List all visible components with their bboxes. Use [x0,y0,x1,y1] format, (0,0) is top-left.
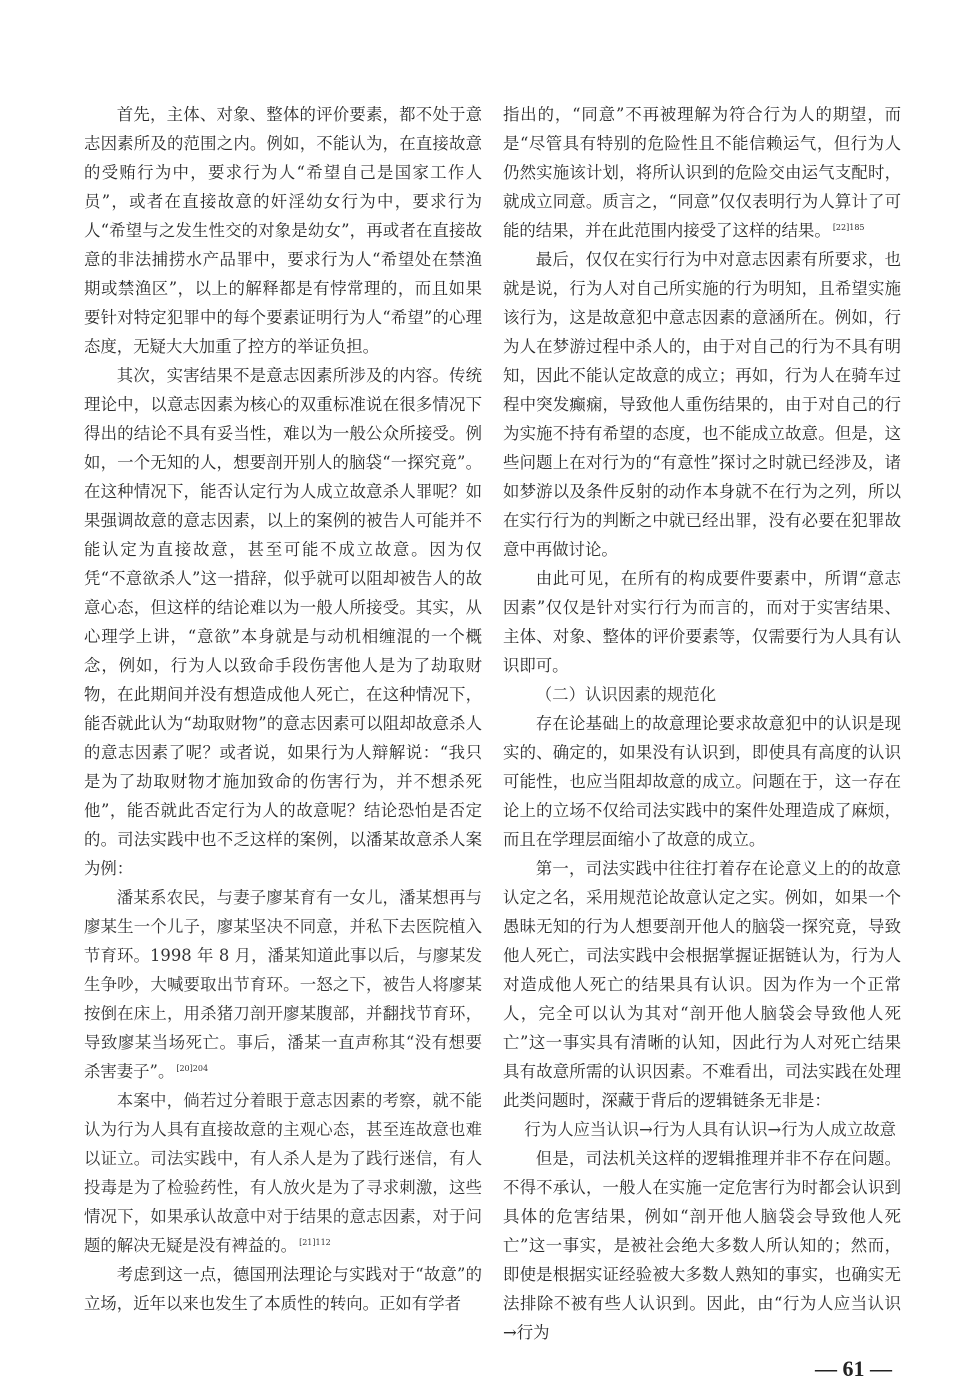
paragraph-however: 但是，司法机关这样的逻辑推理并非不存在问题。不得不承认，一般人在实施一定危害行为时都会认识到具体的危害结果，例如“剖开他人脑袋会导致他人死亡”这一事实，是被社会绝大多数人所认知的；然而，即使是根据实证经验被大多数人熟知的事实，也确实无法排除不被有些人认识到。因此，由“行为人应当认识→行为 [503,1149,901,1342]
left-column [84,100,482,1318]
case-comment [84,1086,482,1260]
paragraph-subject-object: 首先，主体、对象、整体的评价要素，都不处于意志因素所及的范围之内。例如，不能认为，在直接故意的受贿行为中，要求行为人“希望自己是国家工作人员”，或者在直接故意的奸淫幼女行为中，要求行为人“希望与之发生性交的对象是幼女”，再或者在直接故意的非法捕捞水产品罪中，要求行为人“希望处在禁渔期或禁渔区”，以上的解释都是有悖常理的，而且如果要针对特定犯罪中的每个要素证明行为人“希望”的心理态度，无疑大大加重了控方的举证负担。 [84,105,482,356]
paragraph-german-theory: 考虑到这一点，德国刑法理论与实践对于“故意”的立场，近年以来也发生了本质性的转向。正如有学者 [84,1265,482,1313]
paragraph-finally: 最后，仅仅在实行行为中对意志因素有所要求，也就是说，行为人对自己所实施的行为明知，且希望实施该行为，这是故意犯中意志因素的意涵所在。例如，行为人在梦游过程中杀人的，由于对自己的行为不具有明知，因此不能认定故意的成立；再如，行为人在骑车过程中突发癫痫，导致他人重伤结果的，由于对自己的行为实施不持有希望的态度，也不能成立故意。但是，这些问题上在对行为的“有意性”探讨之时就已经涉及，诸如梦游以及条件反射的动作本身就不在行为之列，所以在实行行为的判断之中就已经出罪，没有必要在犯罪故意中再做讨论。 [503,250,901,559]
right-column [503,100,901,1347]
section-heading: （二）认识因素的规范化 [535,685,717,704]
citation: [20]204 [176,1063,209,1073]
page-number: — 61 — [815,1356,892,1381]
paragraph-harm-result: 其次，实害结果不是意志因素所涉及的内容。传统理论中，以意志因素为核心的双重标准说在很多情况下得出的结论不具有妥当性，难以为一般公众所接受。例如，一个无知的人，想要剖开别人的脑袋“一探究竟”。在这种情况下，能否认定行为人成立故意杀人罪呢？如果强调故意的意志因素，以上的案例的被告人可能并不能认定为直接故意，甚至可能不成立故意。因为仅凭“不意欲杀人”这一措辞，似乎就可以阻却被告人的故意心态，但这样的结论难以为一般人所接受。其实，从心理学上讲，“意欲”本身就是与动机相缠混的一个概念，例如，行为人以致命手段伤害他人是为了劫取财物，在此期间并没有想造成他人死亡，在这种情况下，能否就此认为“劫取财物”的意志因素可以阻却故意杀人的意志因素了呢？或者说，如果行为人辩解说：“我只是为了劫取财物才施加致命的伤害行为，并不想杀死他”，能否就此否定行为人的故意呢？结论恐怕是否定的。司法实践中也不乏这样的案例，以潘某故意杀人案为例： [84,366,482,878]
paragraph-consent-text: 指出的，“同意”不再被理解为符合行为人的期望，而是“尽管具有特别的危险性且不能信赖运气，但行为人仍然实施该计划，将所认识到的危险交由运气支配时，就成立同意。质言之，“同意”仅仅表明行为人算计了可能的结果，并在此范围内接受了这样的结果。 [503,105,901,240]
paragraph-ontology: 存在论基础上的故意理论要求故意犯中的认识是现实的、确定的，如果没有认识到，即使具有高度的认识可能性，也应当阻却故意的成立。问题在于，这一存在论上的立场不仅给司法实践中的案件处理造成了麻烦，而且在学理层面缩小了故意的成立。 [503,714,901,849]
case-quote [84,883,482,1086]
citation: [22]185 [832,222,865,232]
case-comment-text: 本案中，倘若过分着眼于意志因素的考察，就不能认为行为人具有直接故意的主观心态，甚至连故意也难以证立。司法实践中，有人杀人是为了践行迷信，有人投毒是为了检验药性，有人放火是为了寻求刺激，这些情况下，如果承认故意中对于结果的意志因素，对于问题的解决无疑是没有裨益的。 [84,1091,482,1255]
logic-chain: 行为人应当认识→行为人具有认识→行为人成立故意 [524,1120,896,1139]
paragraph-conclusion: 由此可见，在所有的构成要件要素中，所谓“意志因素”仅仅是针对实行行为而言的，而对于实害结果、主体、对象、整体的评价要素等，仅需要行为人具有认识即可。 [503,569,901,675]
citation: [21]112 [299,1237,331,1247]
case-quote-text: 潘某系农民，与妻子廖某育有一女儿，潘某想再与廖某生一个儿子，廖某坚决不同意，并私下去医院植入节育环。1998 年 8 月，潘某知道此事以后，与廖某发生争吵，大喊要取出节育环。一怒之下，被告人将廖某按倒在床上，用杀猪刀剖开廖某腹部，并翻找节育环，导致廖某当场死亡。事后，潘某一直声称其“没有想要杀害妻子”。 [84,888,482,1081]
paragraph-consent [503,100,901,245]
paragraph-first: 第一，司法实践中往往打着存在论意义上的的故意认定之名，采用规范论故意认定之实。例如，如果一个愚昧无知的行为人想要剖开他人的脑袋一探究竟，导致他人死亡，司法实践中会根据掌握证据链认为，行为人对造成他人死亡的结果具有认识。因为作为一个正常人，完全可以认为其对“剖开他人脑袋会导致他人死亡”这一事实具有清晰的认知，因此行为人对死亡结果具有故意所需的认识因素。不难看出，司法实践在处理此类问题时，深藏于背后的逻辑链条无非是： [503,859,901,1110]
